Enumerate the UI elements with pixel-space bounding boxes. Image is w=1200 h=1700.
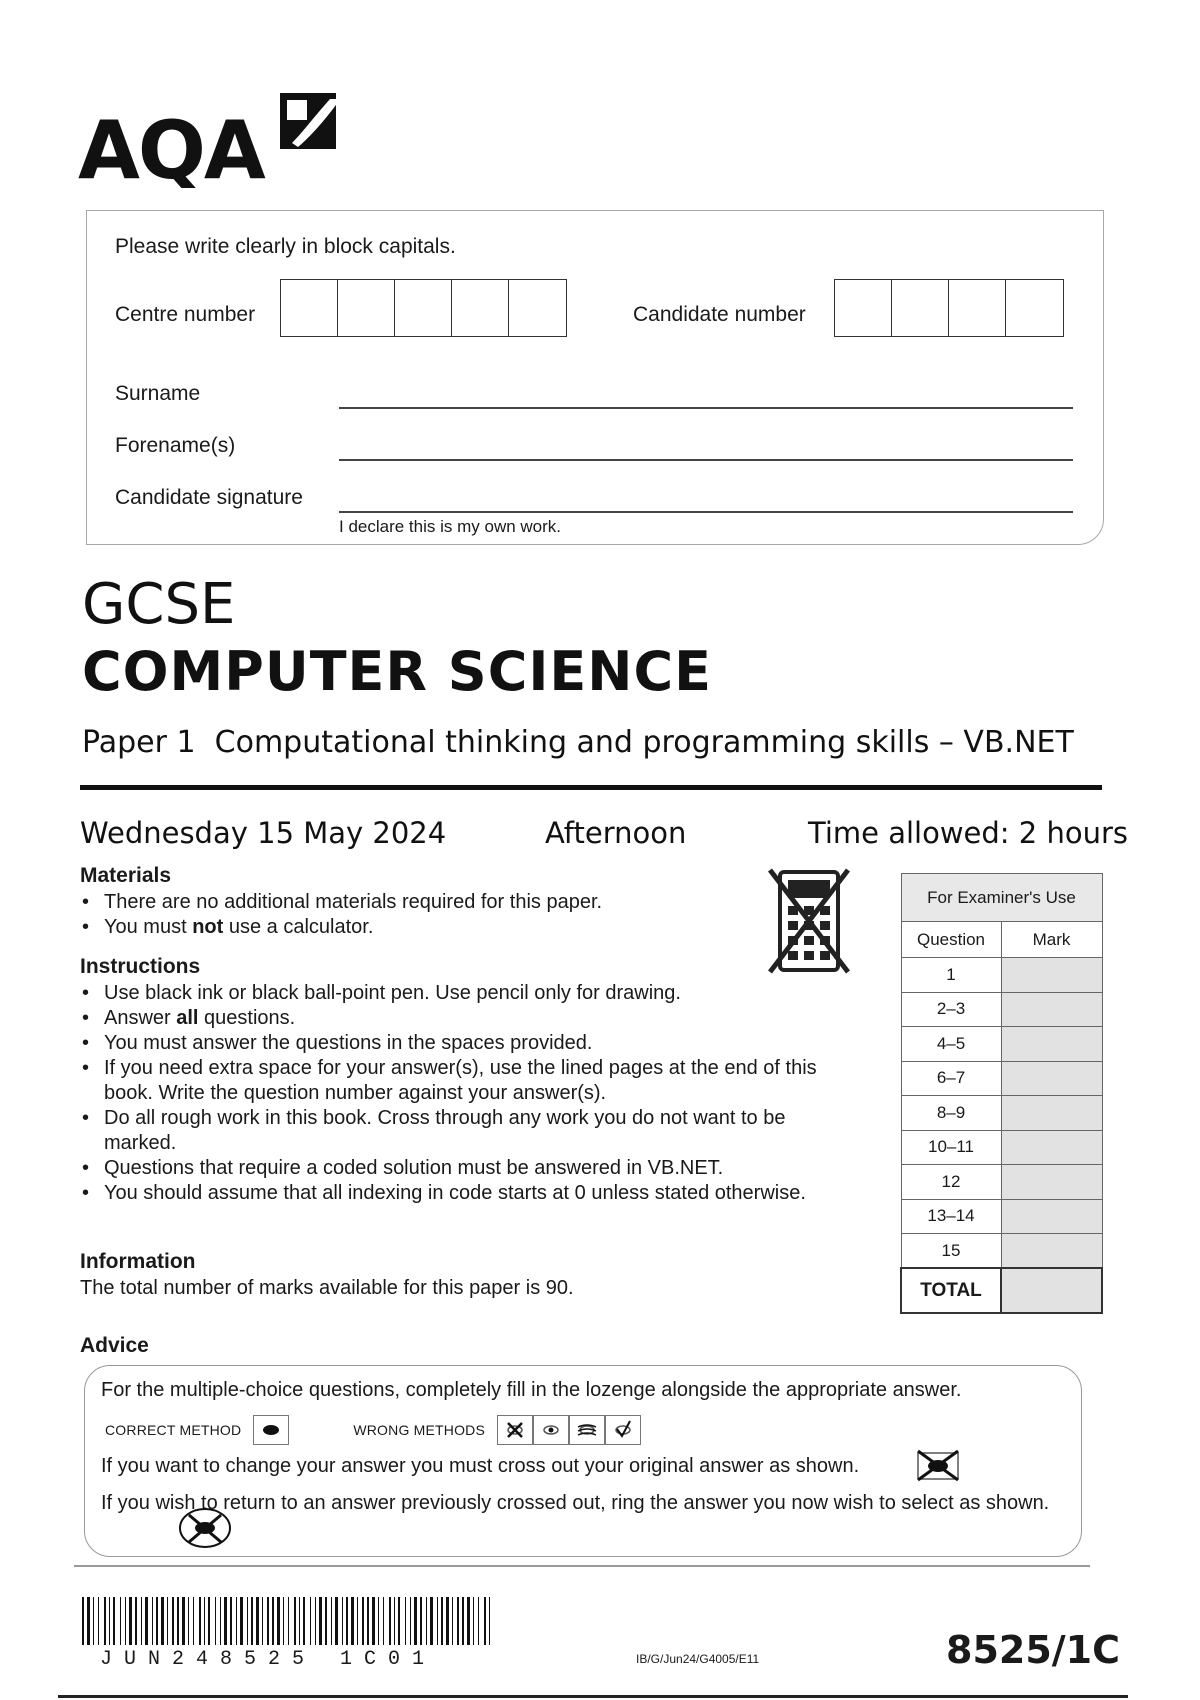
candidate-digit-box[interactable] xyxy=(892,280,949,336)
dotted-lozenge-icon xyxy=(533,1415,569,1445)
lozenge-examples xyxy=(105,1415,641,1445)
materials-item-calculator: • You must not use a calculator. xyxy=(80,915,760,940)
bottom-rule xyxy=(58,1695,1128,1698)
advice-line-2: If you want to change your answer you must cross out your original answer as shown. xyxy=(101,1455,860,1477)
mark-cell xyxy=(1001,1096,1102,1131)
candidate-details-box xyxy=(86,210,1104,545)
barcode-number: JUN248525 1C01 xyxy=(100,1648,437,1671)
information-heading: Information xyxy=(80,1250,196,1273)
question-cell: 10–11 xyxy=(901,1130,1001,1165)
question-cell: 6–7 xyxy=(901,1061,1001,1096)
aqa-logo xyxy=(78,88,348,188)
table-row xyxy=(901,1096,1102,1131)
exam-date: Wednesday 15 May 2024 xyxy=(80,816,447,850)
signature-label: Candidate signature xyxy=(115,486,303,509)
wrong-methods-examples xyxy=(497,1415,641,1445)
question-cell: 15 xyxy=(901,1234,1001,1269)
block-capitals-instruction: Please write clearly in block capitals. xyxy=(115,235,456,258)
total-mark-cell xyxy=(1001,1268,1102,1313)
centre-digit-box[interactable] xyxy=(452,280,509,336)
candidate-digit-box[interactable] xyxy=(1006,280,1063,336)
total-label: TOTAL xyxy=(901,1268,1001,1313)
advice-heading: Advice xyxy=(80,1334,149,1357)
table-row xyxy=(901,1027,1102,1062)
surname-field[interactable] xyxy=(339,407,1073,409)
table-row xyxy=(901,1234,1102,1269)
mark-cell xyxy=(1001,1061,1102,1096)
instruction-item: • Answer all questions. xyxy=(80,1006,870,1031)
forenames-field[interactable] xyxy=(339,459,1073,461)
question-cell: 12 xyxy=(901,1165,1001,1200)
materials-heading: Materials xyxy=(80,864,172,887)
table-row xyxy=(901,992,1102,1027)
centre-number-label: Centre number xyxy=(115,303,256,326)
candidate-number-label: Candidate number xyxy=(633,303,806,326)
ringed-answer-icon xyxy=(177,1506,233,1550)
mark-cell xyxy=(1001,958,1102,993)
scribbled-lozenge-icon xyxy=(569,1415,605,1445)
instruction-item: • Do all rough work in this book. Cross through any work you do not want to be marked. xyxy=(80,1106,800,1156)
paper-code: 8525/1C xyxy=(946,1628,1120,1672)
crossed-out-answer-icon xyxy=(915,1448,961,1482)
surname-label: Surname xyxy=(115,382,201,405)
mark-cell xyxy=(1001,1027,1102,1062)
materials-item: • There are no additional materials required for this paper. xyxy=(80,890,760,915)
centre-number-boxes[interactable] xyxy=(280,279,567,337)
wrong-methods-label: WRONG METHODS xyxy=(353,1422,486,1438)
exam-session: Afternoon xyxy=(545,816,687,850)
examiner-use-table xyxy=(900,873,1103,1314)
instruction-item: • You must answer the questions in the spaces provided. xyxy=(80,1031,870,1056)
instruction-item: • Questions that require a coded solution must be answered in VB.NET. xyxy=(80,1156,870,1181)
mark-column-header: Mark xyxy=(1001,922,1102,958)
centre-digit-box[interactable] xyxy=(509,280,566,336)
question-cell: 13–14 xyxy=(901,1199,1001,1234)
ticked-lozenge-icon xyxy=(605,1415,641,1445)
document-reference: IB/G/Jun24/G4005/E11 xyxy=(636,1652,760,1666)
paper-title: Paper 1 Computational thinking and programming skills – VB.NET xyxy=(82,725,1074,760)
mark-cell xyxy=(1001,992,1102,1027)
materials-list xyxy=(80,890,760,940)
candidate-digit-box[interactable] xyxy=(835,280,892,336)
table-row xyxy=(901,1165,1102,1200)
correct-method-label: CORRECT METHOD xyxy=(105,1422,242,1438)
instructions-list xyxy=(80,981,870,1206)
mark-cell xyxy=(1001,1165,1102,1200)
instructions-heading: Instructions xyxy=(80,955,201,978)
table-row xyxy=(901,958,1102,993)
total-row xyxy=(901,1268,1102,1313)
instruction-item: • Use black ink or black ball-point pen. Use pencil only for drawing. xyxy=(80,981,870,1006)
no-calculator-icon xyxy=(766,866,852,976)
examiner-table-title: For Examiner's Use xyxy=(901,874,1102,922)
question-cell: 2–3 xyxy=(901,992,1001,1027)
advice-line-1: For the multiple-choice questions, completely fill in the lozenge alongside the appropriate answer. xyxy=(101,1379,962,1401)
signature-field[interactable] xyxy=(339,511,1073,513)
subject-title: COMPUTER SCIENCE xyxy=(82,640,713,703)
question-cell: 1 xyxy=(901,958,1001,993)
table-row xyxy=(901,1199,1102,1234)
advice-box xyxy=(84,1365,1082,1557)
title-divider xyxy=(80,785,1102,790)
candidate-digit-box[interactable] xyxy=(949,280,1006,336)
qualification-title: GCSE xyxy=(82,572,236,637)
crossed-lozenge-icon xyxy=(497,1415,533,1445)
candidate-number-boxes[interactable] xyxy=(834,279,1064,337)
question-column-header: Question xyxy=(901,922,1001,958)
logo-text: AQA xyxy=(78,104,264,188)
filled-lozenge-icon xyxy=(253,1415,289,1445)
advice-line-3: If you wish to return to an answer previously crossed out, ring the answer you now wish to select as shown. xyxy=(101,1492,1050,1514)
declaration-text: I declare this is my own work. xyxy=(339,517,562,536)
question-cell: 4–5 xyxy=(901,1027,1001,1062)
table-row xyxy=(901,1061,1102,1096)
table-row xyxy=(901,1130,1102,1165)
centre-digit-box[interactable] xyxy=(395,280,452,336)
forenames-label: Forename(s) xyxy=(115,434,236,457)
instruction-item: • You should assume that all indexing in code starts at 0 unless stated otherwise. xyxy=(80,1181,870,1206)
centre-digit-box[interactable] xyxy=(281,280,338,336)
information-text: The total number of marks available for this paper is 90. xyxy=(80,1277,574,1299)
instruction-item: • If you need extra space for your answer(s), use the lined pages at the end of this book. Write the question number against your answer(s). xyxy=(80,1056,840,1106)
centre-digit-box[interactable] xyxy=(338,280,395,336)
question-cell: 8–9 xyxy=(901,1096,1001,1131)
mark-cell xyxy=(1001,1199,1102,1234)
mark-cell xyxy=(1001,1130,1102,1165)
mark-cell xyxy=(1001,1234,1102,1269)
advice-divider xyxy=(74,1565,1090,1567)
time-allowed: Time allowed: 2 hours xyxy=(808,816,1128,850)
barcode xyxy=(82,1597,494,1653)
